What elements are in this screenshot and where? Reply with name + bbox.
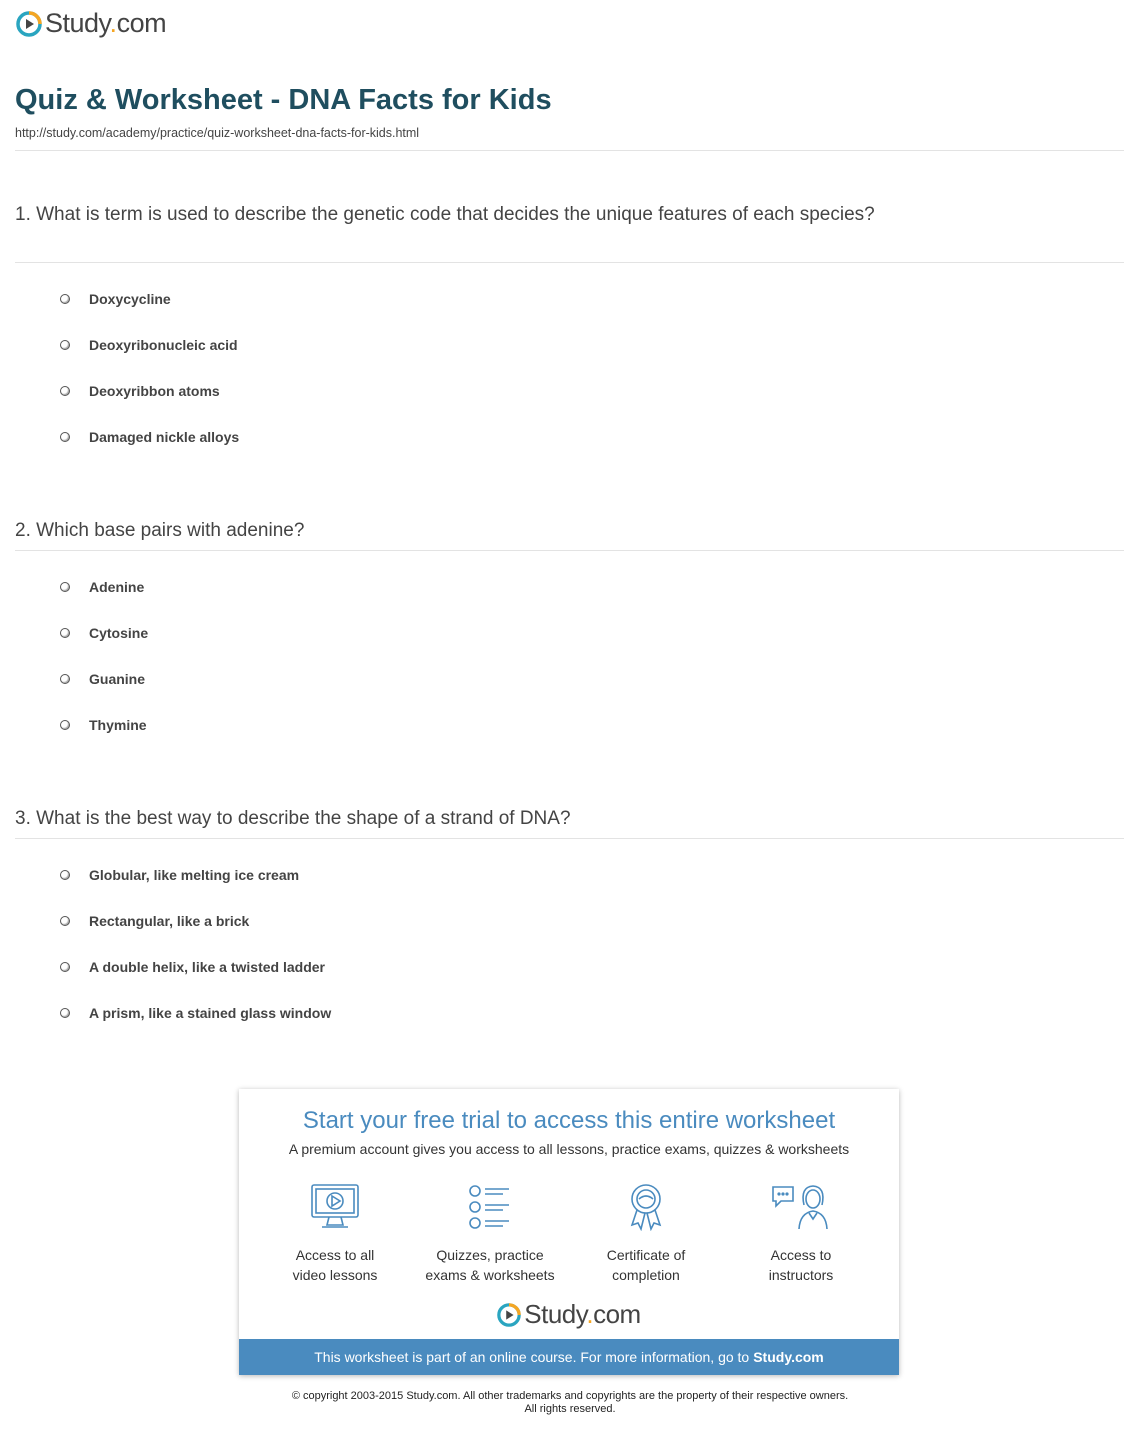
radio-button[interactable] [60,340,70,350]
question-2: 2. Which base pairs with adenine? [15,520,305,541]
answer-option[interactable]: Cytosine [60,624,148,670]
radio-button[interactable] [60,582,70,592]
promo-subtitle: A premium account gives you access to all lessons, practice exams, quizzes & worksheets [288,1141,850,1157]
promo-bar-text: This worksheet is part of an online course. For more information, go to [314,1349,750,1365]
question-1-answers [60,290,239,474]
quiz-list-icon [467,1183,513,1231]
radio-button[interactable] [60,628,70,638]
radio-button[interactable] [60,962,70,972]
radio-button[interactable] [60,870,70,880]
feature-certificate [571,1183,721,1285]
answer-option[interactable]: A prism, like a stained glass window [60,1004,331,1050]
video-lesson-icon [310,1183,360,1231]
study-logo[interactable] [16,8,166,39]
promo-title[interactable]: Start your free trial to access this entire worksheet [302,1107,836,1134]
radio-button[interactable] [60,386,70,396]
question-3-divider [15,838,1124,839]
radio-button[interactable] [60,674,70,684]
answer-option[interactable]: Damaged nickle alloys [60,428,239,474]
play-circle-logo-icon [16,11,42,37]
feature-label-line: exams & worksheets [425,1267,555,1283]
free-trial-promo [239,1089,899,1375]
answer-option[interactable]: Thymine [60,716,148,762]
answer-option[interactable]: Globular, like melting ice cream [60,866,331,912]
feature-instructors [726,1183,876,1285]
feature-label-line: Certificate of [606,1247,686,1263]
promo-logo-wordmark: Study.com [524,1299,641,1329]
radio-button[interactable] [60,432,70,442]
radio-button[interactable] [60,294,70,304]
answer-option[interactable]: Adenine [60,578,148,624]
feature-label-line: Quizzes, practice [436,1247,544,1263]
logo-wordmark: Study.com [45,8,167,38]
answer-option[interactable]: Guanine [60,670,148,716]
question-2-divider [15,550,1124,551]
radio-button[interactable] [60,916,70,926]
question-3-answers [60,866,331,1050]
feature-label-line: completion [612,1267,680,1283]
feature-video-lessons [260,1183,410,1285]
feature-label-line: Access to all [295,1247,375,1263]
promo-study-logo[interactable] [239,1299,899,1330]
feature-label-line: Access to [770,1247,832,1263]
rights-line: All rights reserved. [524,1403,616,1415]
page-title: Quiz & Worksheet - DNA Facts for Kids [15,84,552,116]
radio-button[interactable] [60,720,70,730]
feature-label-line: instructors [768,1267,834,1283]
certificate-icon [626,1183,666,1231]
copyright-line: © copyright 2003-2015 Study.com. All other trademarks and copyrights are the property of their respective owners. [291,1390,849,1402]
copyright-footer [0,1390,1140,1416]
question-3: 3. What is the best way to describe the shape of a strand of DNA? [15,808,571,829]
question-1-divider [15,262,1124,263]
feature-quizzes [415,1183,565,1285]
answer-option[interactable]: A double helix, like a twisted ladder [60,958,331,1004]
answer-option[interactable]: Deoxyribbon atoms [60,382,239,428]
answer-option[interactable]: Rectangular, like a brick [60,912,331,958]
question-1: 1. What is term is used to describe the genetic code that decides the unique features of each species? [15,204,875,225]
answer-option[interactable]: Deoxyribonucleic acid [60,336,239,382]
study-com-link[interactable]: Study.com [753,1349,824,1365]
answer-option[interactable]: Doxycycline [60,290,239,336]
page-url[interactable]: http://study.com/academy/practice/quiz-worksheet-dna-facts-for-kids.html [15,126,420,140]
instructor-icon [771,1183,831,1231]
play-circle-logo-icon [497,1303,521,1327]
header-divider [15,150,1124,151]
question-2-answers [60,578,148,762]
feature-label-line: video lessons [292,1267,378,1283]
promo-info-bar [239,1339,899,1375]
radio-button[interactable] [60,1008,70,1018]
